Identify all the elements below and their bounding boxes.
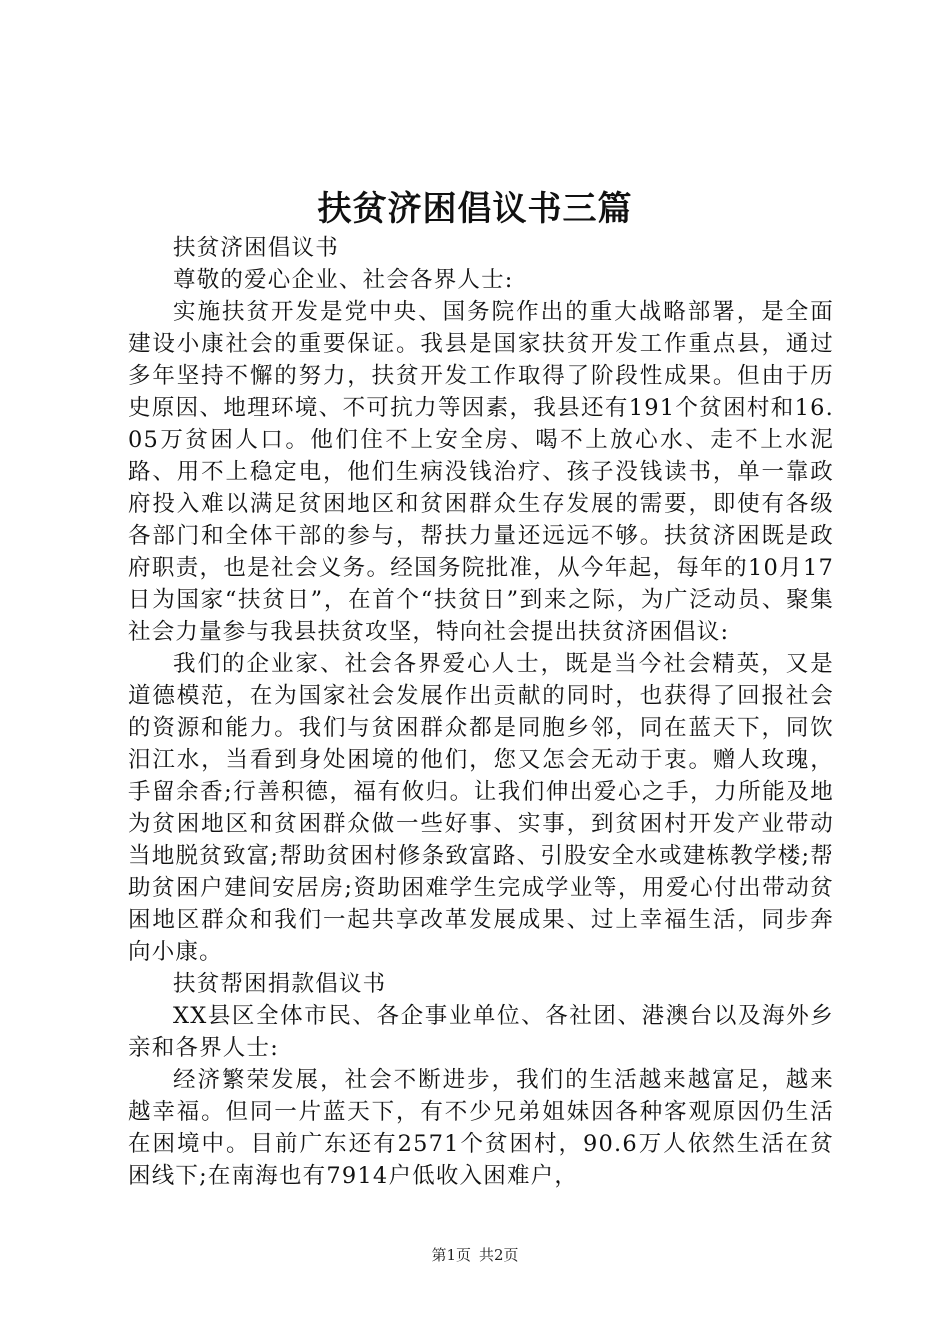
paragraph-body-1: 实施扶贫开发是党中央、国务院作出的重大战略部署，是全面建设小康社会的重要保证。我县是国家扶贫开发工作重点县，通过多年坚持不懈的努力，扶贫开发工作取得了阶段性成果。但由于历史原因、地理环境、不可抗力等因素，我县还有191个贫困村和16.05万贫困人口。他们住不上安全房、喝不上放心水、走不上水泥路、用不上稳定电，他们生病没钱治疗、孩子没钱读书，单一靠政府投入难以满足贫困地区和贫困群众生存发展的需要，即使有各级各部门和全体干部的参与，帮扶力量还远远不够。扶贫济困既是政府职责，也是社会义务。经国务院批准，从今年起，每年的10月17日为国家“扶贫日”，在首个“扶贫日”到来之际，为广泛动员、聚集社会力量参与我县扶贫攻坚，特向社会提出扶贫济困倡议: — [128, 299, 834, 645]
document-body — [128, 232, 834, 1192]
paragraph-salutation-2: XX县区全体市民、各企事业单位、各社团、港澳台以及海外乡亲和各界人士: — [128, 1003, 834, 1061]
page-footer — [0, 1245, 950, 1265]
paragraph-body-3: 经济繁荣发展，社会不断进步，我们的生活越来越富足，越来越幸福。但同一片蓝天下，有不少兄弟姐妹因各种客观原因仍生活在困境中。目前广东还有2571个贫困村，90.6万人依然生活在贫困线下;在南海也有7914户低收入困难户， — [128, 1067, 834, 1189]
paragraph-salutation-1: 尊敬的爱心企业、社会各界人士: — [173, 267, 514, 293]
document-title: 扶贫济困倡议书三篇 — [317, 189, 633, 229]
paragraph-body-2: 我们的企业家、社会各界爱心人士，既是当今社会精英，又是道德模范，在为国家社会发展作出贡献的同时，也获得了回报社会的资源和能力。我们与贫困群众都是同胞乡邻，同在蓝天下，同饮汨江水，当看到身处困境的他们，您又怎会无动于衷。赠人玫瑰，手留余香;行善积德，福有攸归。让我们伸出爱心之手，力所能及地为贫困地区和贫困群众做一些好事、实事，到贫困村开发产业带动当地脱贫致富;帮助贫困村修条致富路、引股安全水或建栋教学楼;帮助贫困户建间安居房;资助困难学生完成学业等，用爱心付出带动贫困地区群众和我们一起共享改革发展成果、过上幸福生活，同步奔向小康。 — [128, 651, 834, 965]
paragraph-subtitle-2: 扶贫帮困捐款倡议书 — [173, 971, 387, 997]
paragraph-subtitle-1: 扶贫济困倡议书 — [173, 235, 339, 261]
page-total: 共2页 — [479, 1246, 519, 1264]
page-number: 第1页 — [431, 1246, 471, 1264]
